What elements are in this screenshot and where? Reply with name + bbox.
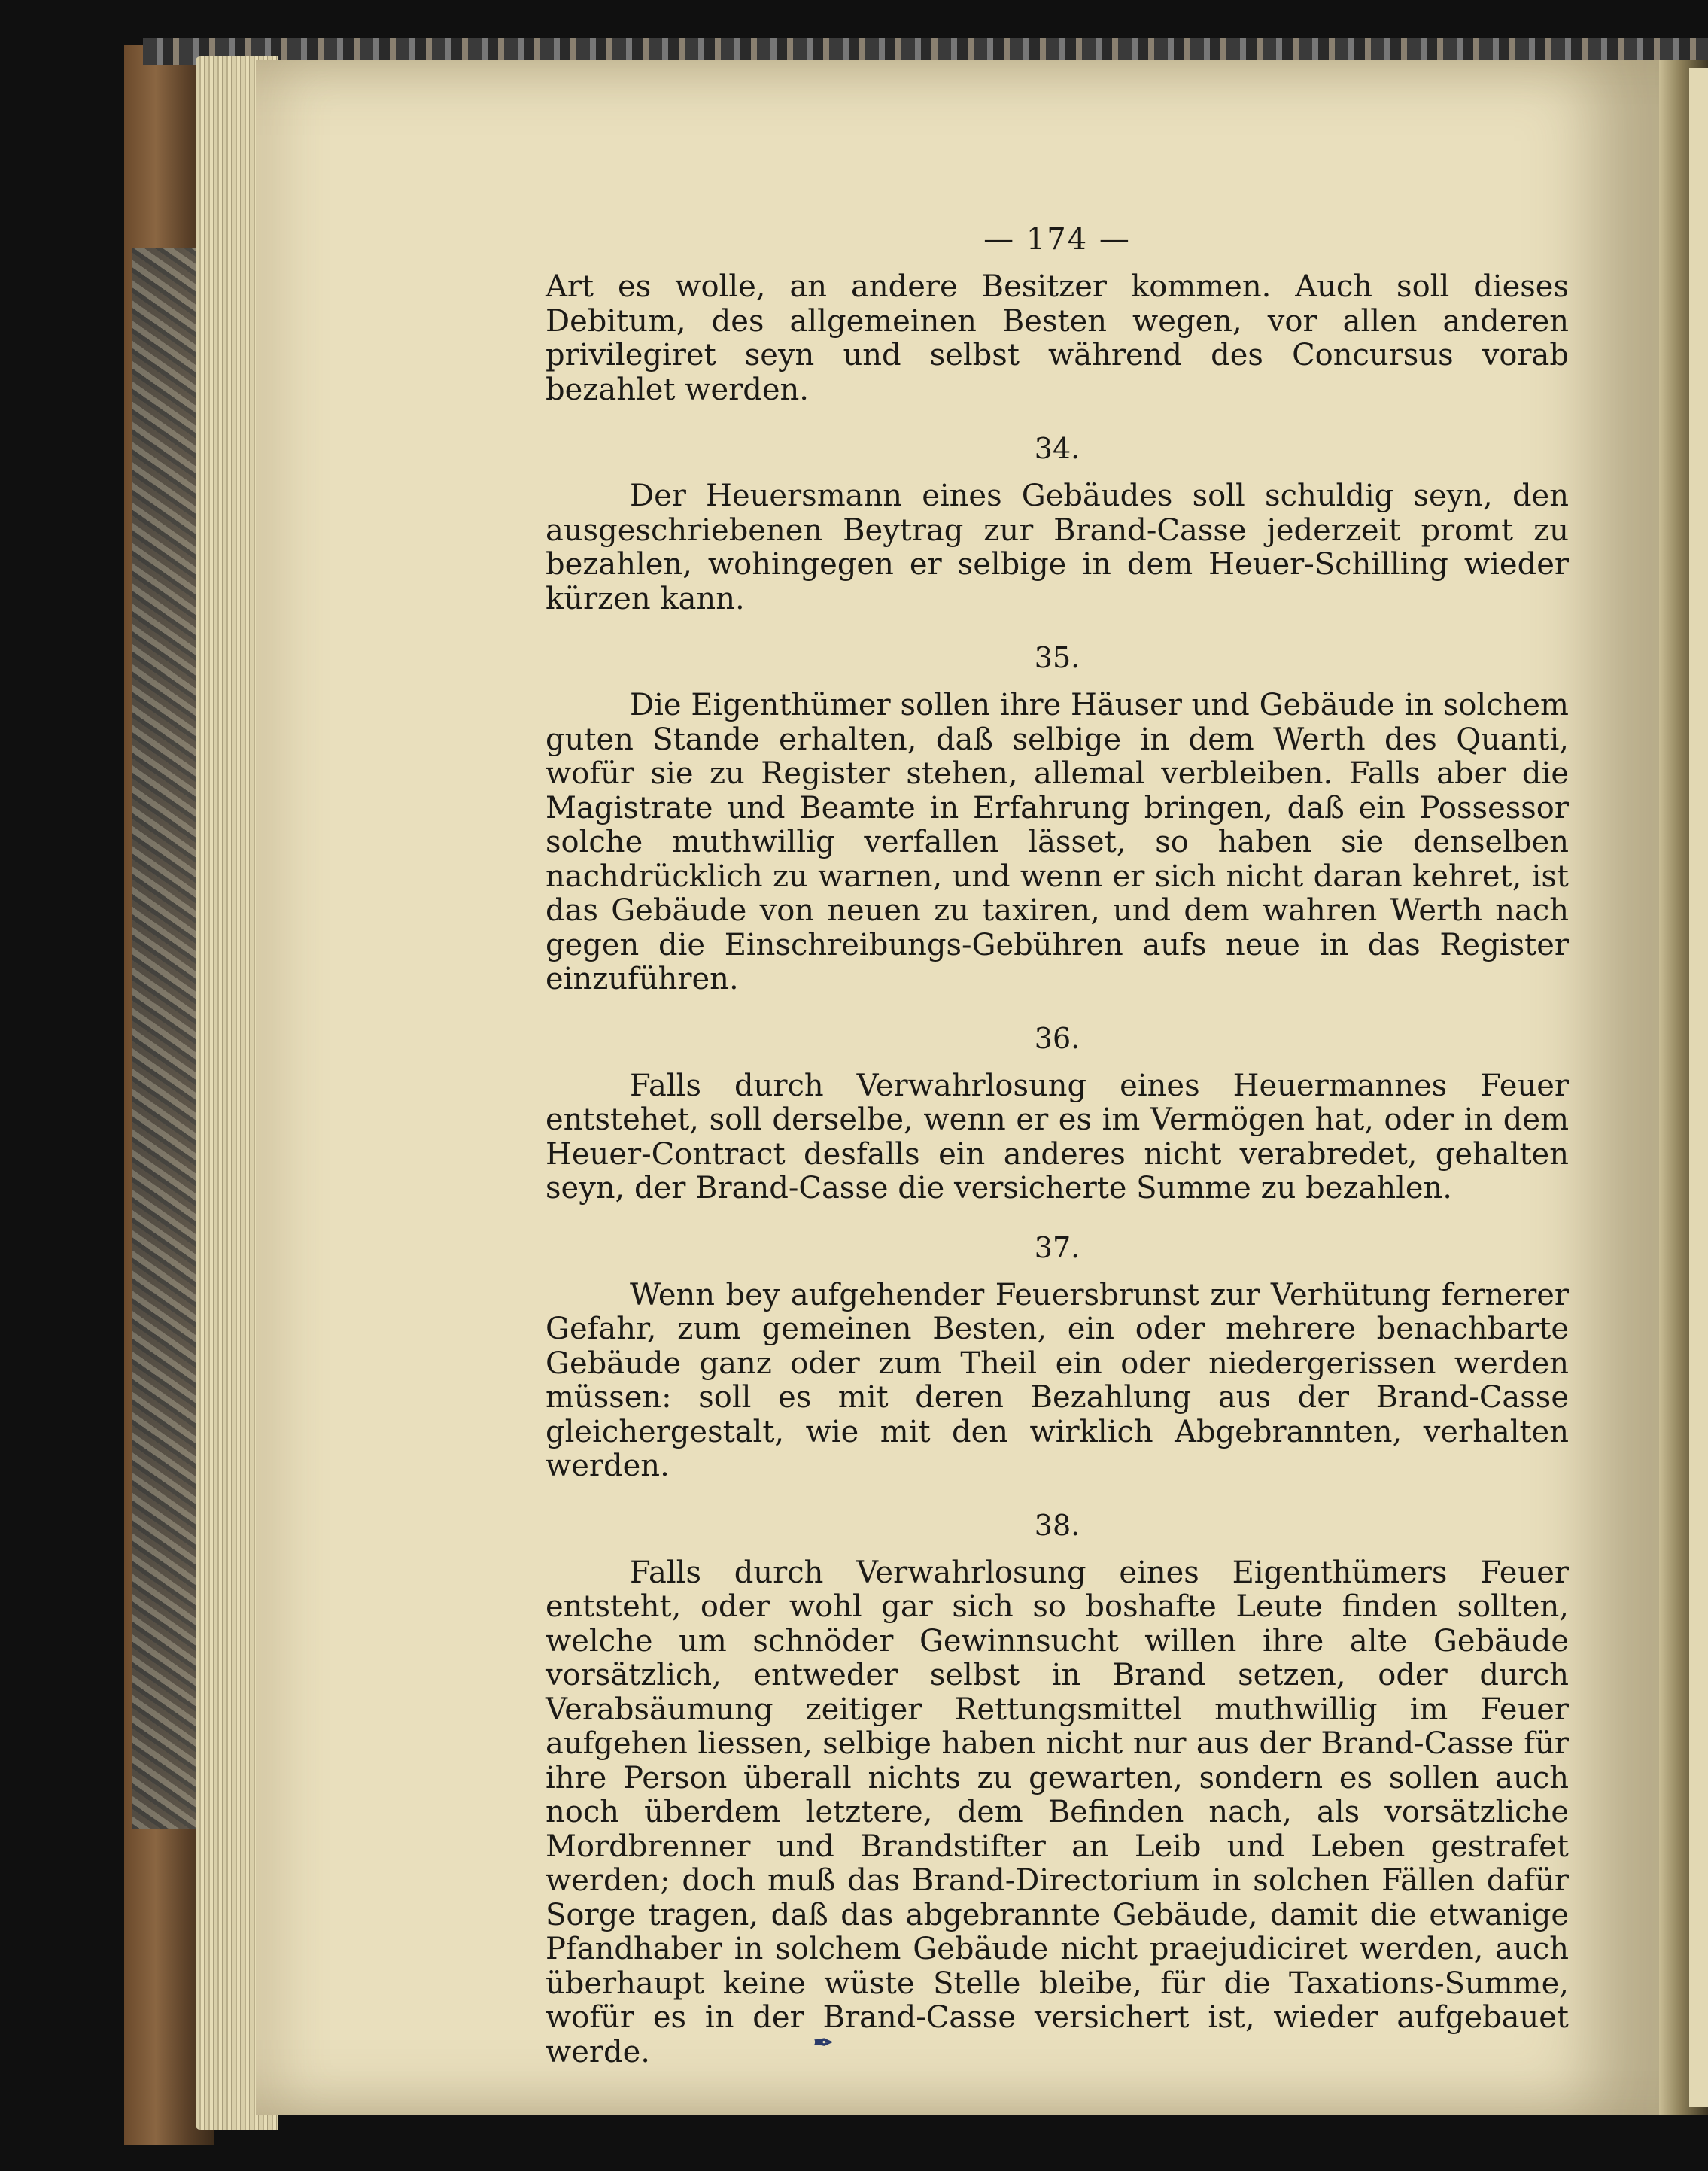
paragraph-continuation: Art es wolle, an andere Besitzer kommen. Auch soll dieses Debitum, des allgemeinen Besten wegen, vor allen anderen privilegiret seyn und selbst während des Concursus vorab bezahlet werden.: [546, 269, 1569, 407]
paragraph-35: Die Eigenthümer sollen ihre Häuser und Gebäude in solchem guten Stande erhalten, daß selbige in dem Werth des Quanti, wofür sie zu Register stehen, allemal verbleiben. Falls aber die Magistrate und Beamte in Erfahrung bringen, daß ein Possessor solche muthwillig verfallen lässet, so haben sie denselben nachdrücklich zu warnen, und wenn er sich nicht daran kehret, ist das Gebäude von neuen zu taxiren, und dem wahren Werth nach gegen die Einschreibungs-Gebühren aufs neue in das Register einzuführen.: [546, 688, 1569, 996]
section-number-38: 38.: [1034, 1508, 1080, 1542]
paragraph-36: Falls durch Verwahrlosung eines Heuermannes Feuer entstehet, soll derselbe, wenn er es im Vermögen hat, oder in dem Heuer-Contract desfalls ein anderes nicht verabredet, gehalten seyn, der Brand-Casse die versicherte Summe zu bezahlen.: [546, 1068, 1569, 1206]
paragraph-37: Wenn bey aufgehender Feuersbrunst zur Verhütung fernerer Gefahr, zum gemeinen Besten, ein oder mehrere benachbarte Gebäude ganz oder zum Theil ein oder niedergerissen werden müssen: soll es mit deren Bezahlung aus der Brand-Casse gleichergestalt, wie mit den wirklich Abgebrannten, verhalten werden.: [546, 1277, 1569, 1483]
paragraph-38: Falls durch Verwahrlosung eines Eigenthümers Feuer entsteht, oder wohl gar sich so boshafte Leute finden sollten, welche um schnöder Gewinnsucht willen ihre alte Gebäude vorsätzlich, entweder selbst in Brand setzen, oder durch Verabsäumung zeitiger Rettungsmittel muthwillig im Feuer aufgehen liessen, selbige haben nicht nur aus der Brand-Casse für ihre Person überall nichts zu gewarten, sondern es sollen auch noch überdem letztere, dem Befinden nach, als vorsätzliche Mordbrenner und Brandstifter an Leib und Leben gestrafet werden; doch muß das Brand-Directorium in solchen Fällen dafür Sorge tragen, daß das abgebrannte Gebäude, damit die etwanige Pfandhaber in solchem Gebäude nicht praejudiciret werden, auch überhaupt keine wüste Stelle bleibe, für die Taxations-Summe, wofür es in der Brand-Casse versichert ist, wieder aufgebauet werde.: [546, 1555, 1569, 2069]
paragraph-34: Der Heuersmann eines Gebäudes soll schuldig seyn, den ausgeschriebenen Beytrag zur Brand-Casse jederzeit promt zu bezahlen, wohingegen er selbige in dem Heuer-Schilling wieder kürzen kann.: [546, 479, 1569, 616]
next-page-edge: [1689, 68, 1708, 2107]
section-number-35: 35.: [1034, 641, 1080, 674]
ink-mark: ✒: [813, 2028, 834, 2058]
section-number-36: 36.: [1034, 1021, 1080, 1055]
section-number-37: 37.: [1034, 1230, 1080, 1264]
page-number: — 174 —: [983, 222, 1131, 257]
section-number-34: 34.: [1034, 432, 1080, 465]
page-content: [546, 222, 1569, 2069]
